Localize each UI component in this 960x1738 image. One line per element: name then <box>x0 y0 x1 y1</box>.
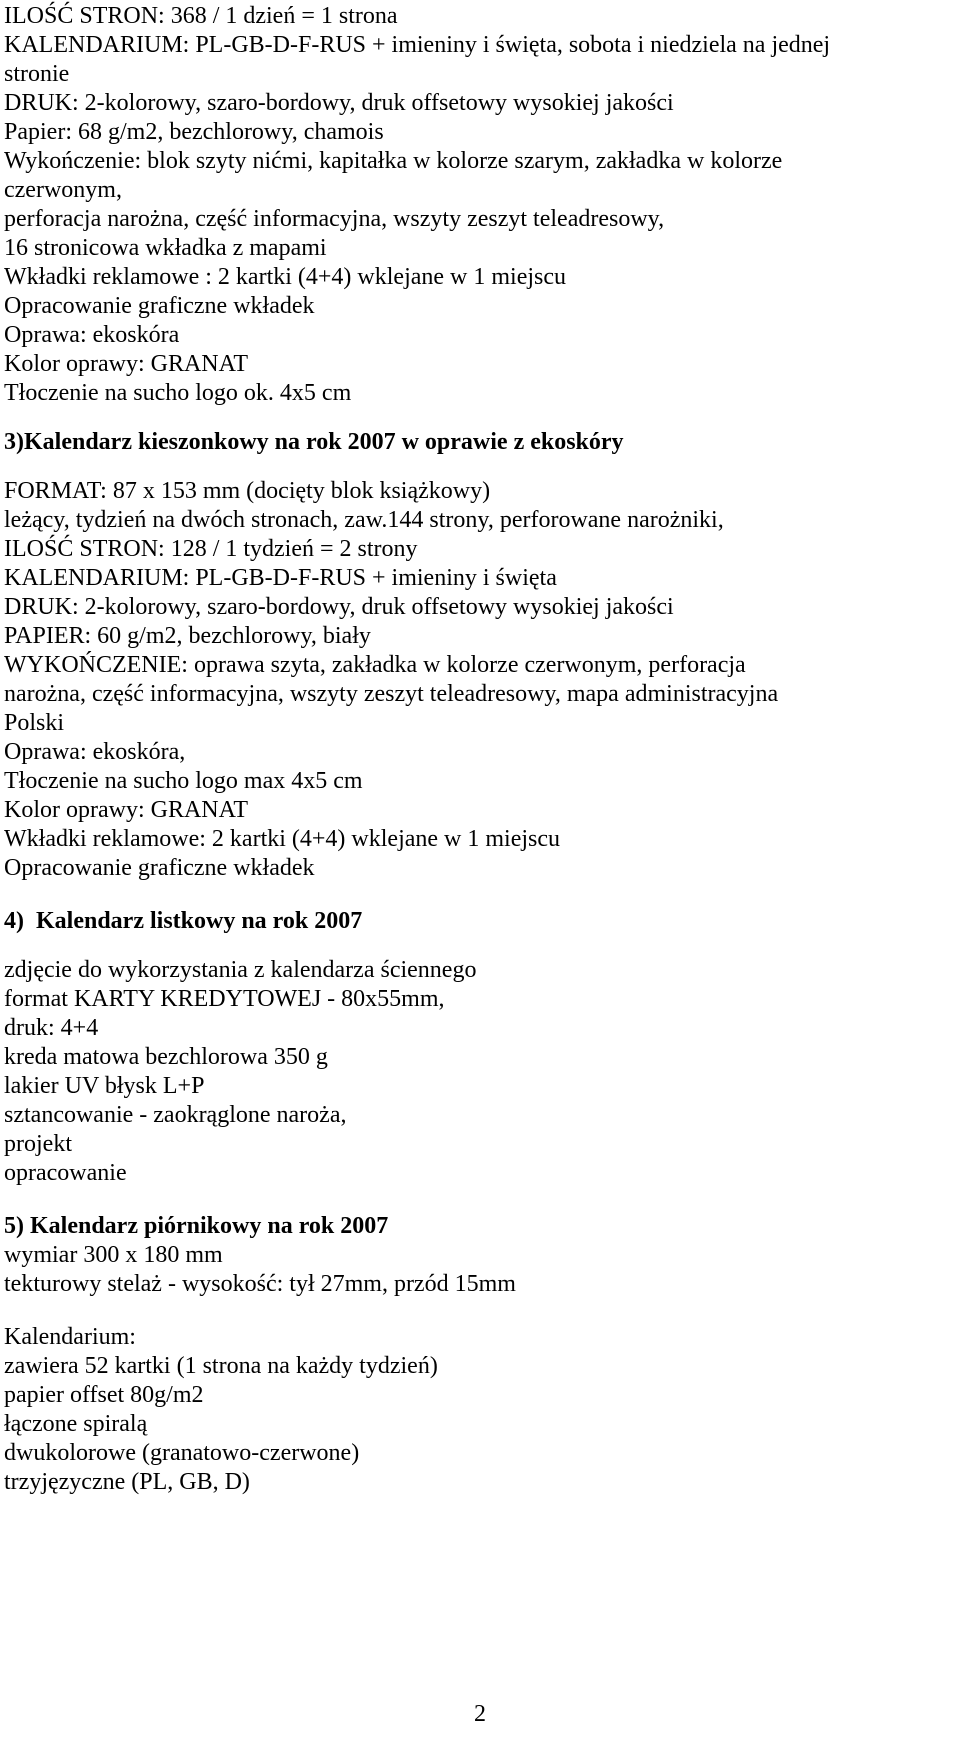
text-line: zdjęcie do wykorzystania z kalendarza ściennego <box>4 957 477 983</box>
text-line: ILOŚĆ STRON: 128 / 1 tydzień = 2 strony <box>4 536 418 562</box>
text-line: Kalendarium: <box>4 1324 136 1350</box>
text-line: narożna, część informacyjna, wszyty zeszyt teleadresowy, mapa administracyjna <box>4 681 779 707</box>
section-heading: 3)Kalendarz kieszonkowy na rok 2007 w oprawie z ekoskóry <box>4 429 624 455</box>
text-line: Wkładki reklamowe : 2 kartki (4+4) wklejane w 1 miejscu <box>4 264 567 290</box>
text-line: projekt <box>4 1131 72 1157</box>
text-line: 16 stronicowa wkładka z mapami <box>4 235 327 261</box>
text-line: DRUK: 2-kolorowy, szaro-bordowy, druk offsetowy wysokiej jakości <box>4 90 674 116</box>
text-line: kreda matowa bezchlorowa 350 g <box>4 1044 328 1070</box>
text-line: WYKOŃCZENIE: oprawa szyta, zakładka w kolorze czerwonym, perforacja <box>4 652 746 678</box>
text-line: KALENDARIUM: PL-GB-D-F-RUS + imieniny i święta <box>4 565 557 591</box>
text-line: trzyjęzyczne (PL, GB, D) <box>4 1469 250 1495</box>
text-line: Wykończenie: blok szyty nićmi, kapitałka w kolorze szarym, zakładka w kolorze <box>4 148 783 174</box>
text-line: Opracowanie graficzne wkładek <box>4 293 315 319</box>
section-5 <box>4 1212 956 1497</box>
text-line: Papier: 68 g/m2, bezchlorowy, chamois <box>4 119 384 145</box>
text-line: tekturowy stelaż - wysokość: tył 27mm, przód 15mm <box>4 1271 516 1297</box>
text-line: Oprawa: ekoskóra <box>4 322 180 348</box>
section-3 <box>4 428 956 883</box>
page-number: 2 <box>474 1701 486 1727</box>
document-page <box>4 2 956 1497</box>
text-line: FORMAT: 87 x 153 mm (docięty blok książkowy) <box>4 478 491 504</box>
text-line: Kolor oprawy: GRANAT <box>4 351 248 377</box>
text-line: łączone spiralą <box>4 1411 148 1437</box>
text-line: stronie <box>4 61 70 87</box>
text-line: Oprawa: ekoskóra, <box>4 739 186 765</box>
text-line: perforacja narożna, część informacyjna, wszyty zeszyt teleadresowy, <box>4 206 665 232</box>
text-line: ILOŚĆ STRON: 368 / 1 dzień = 1 strona <box>4 3 398 29</box>
section-4 <box>4 907 956 1188</box>
text-line: Polski <box>4 710 65 736</box>
text-line: format KARTY KREDYTOWEJ - 80x55mm, <box>4 986 445 1012</box>
text-line: lakier UV błysk L+P <box>4 1073 205 1099</box>
section-heading: 4) Kalendarz listkowy na rok 2007 <box>4 908 363 934</box>
text-line: KALENDARIUM: PL-GB-D-F-RUS + imieniny i święta, sobota i niedziela na jednej <box>4 32 831 58</box>
text-line: DRUK: 2-kolorowy, szaro-bordowy, druk offsetowy wysokiej jakości <box>4 594 674 620</box>
text-line: leżący, tydzień na dwóch stronach, zaw.144 strony, perforowane narożniki, <box>4 507 724 533</box>
text-line: wymiar 300 x 180 mm <box>4 1242 223 1268</box>
text-line: sztancowanie - zaokrąglone naroża, <box>4 1102 347 1128</box>
text-line: zawiera 52 kartki (1 strona na każdy tydzień) <box>4 1353 438 1379</box>
text-line: PAPIER: 60 g/m2, bezchlorowy, biały <box>4 623 371 649</box>
text-line: Wkładki reklamowe: 2 kartki (4+4) wklejane w 1 miejscu <box>4 826 561 852</box>
text-line: Tłoczenie na sucho logo max 4x5 cm <box>4 768 363 794</box>
text-line: Kolor oprawy: GRANAT <box>4 797 248 823</box>
text-line: Opracowanie graficzne wkładek <box>4 855 315 881</box>
text-line: druk: 4+4 <box>4 1015 99 1041</box>
text-line: opracowanie <box>4 1160 127 1186</box>
text-line: czerwonym, <box>4 177 122 203</box>
text-line: dwukolorowe (granatowo-czerwone) <box>4 1440 360 1466</box>
section-heading: 5) Kalendarz piórnikowy na rok 2007 <box>4 1213 389 1239</box>
section-2-tail <box>4 2 956 408</box>
text-line: Tłoczenie na sucho logo ok. 4x5 cm <box>4 380 352 406</box>
text-line: papier offset 80g/m2 <box>4 1382 204 1408</box>
